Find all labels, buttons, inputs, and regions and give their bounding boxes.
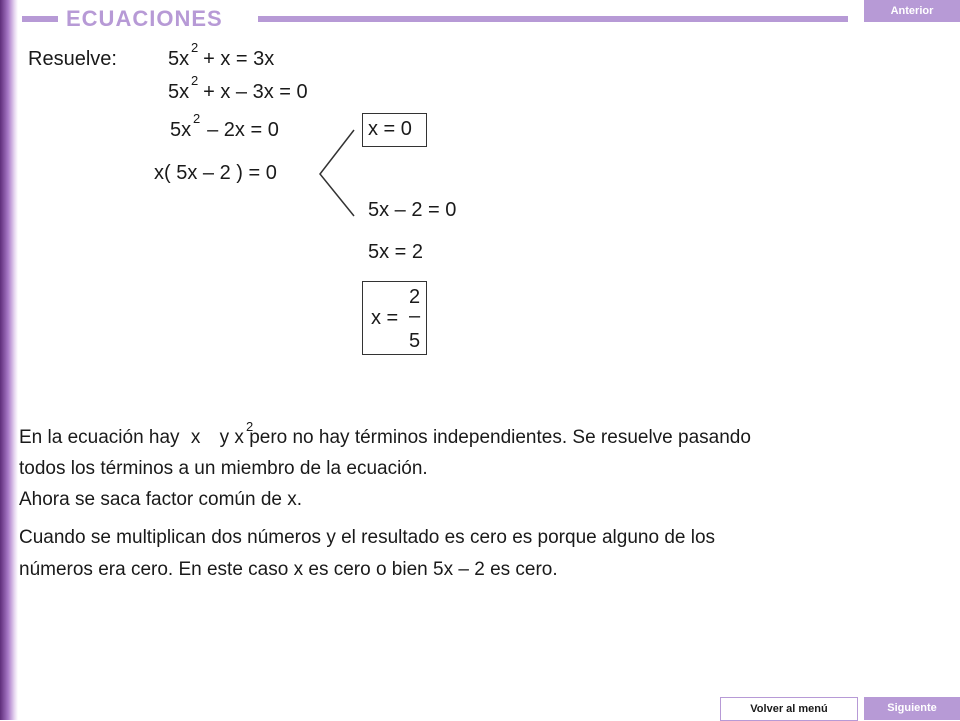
equation-original — [168, 48, 274, 71]
expl-x2: x — [190, 427, 201, 448]
prev-button[interactable]: Anterior — [864, 0, 960, 22]
expl-end: es cero. — [490, 559, 558, 580]
solution-2-lhs: x = — [371, 307, 399, 329]
expl-expr: 5x – 2 — [433, 559, 485, 580]
expl-y: y — [219, 427, 230, 448]
equation-step-2 — [168, 81, 308, 104]
header-bar-right — [258, 16, 848, 22]
eq3-term: 5x — [170, 119, 192, 141]
expl-case-x: x — [293, 559, 304, 580]
factor-close: ) = 0 — [236, 162, 277, 184]
eq2-exponent: 2 — [191, 73, 199, 88]
resuelve-label: Resuelve: — [28, 48, 117, 70]
page-title: ECUACIONES — [66, 6, 223, 31]
equation-step-5: 5x = 2 — [368, 241, 424, 263]
expl-case: números era cero. En este caso — [19, 559, 289, 580]
equation-step-3 — [170, 119, 279, 142]
solution-1: x = 0 — [368, 118, 412, 140]
explanation-line-1 — [19, 427, 751, 449]
left-gradient-bar — [0, 0, 18, 720]
factor-x: x( — [154, 162, 171, 184]
eq2-rest: + x – 3x = 0 — [203, 81, 308, 103]
explanation-line-4: Cuando se multiplican dos números y el resultado es cero es porque alguno de los — [19, 527, 716, 548]
solution-2-fraction-bar: – — [409, 305, 421, 327]
expl-intro: En la ecuación hay — [19, 427, 180, 448]
factor-minus: – — [202, 162, 215, 184]
expl-exponent: 2 — [246, 419, 254, 434]
eq3-exponent: 2 — [193, 111, 201, 126]
next-button[interactable]: Siguiente — [864, 697, 960, 720]
explanation-line-5 — [19, 559, 558, 581]
branch-lines — [316, 124, 360, 224]
factored-equation — [154, 162, 277, 185]
solution-2-numerator: 2 — [409, 286, 421, 308]
expl-rest: pero no hay términos independientes. Se resuelve pasando — [249, 427, 751, 448]
header-bar-left — [22, 16, 58, 22]
eq1-term: 5x — [168, 48, 190, 70]
eq2-term: 5x — [168, 81, 190, 103]
factor-2: 2 — [219, 162, 231, 184]
eq1-rest: + x = 3x — [203, 48, 275, 70]
expl-or: es cero o bien — [308, 559, 428, 580]
explanation-line-3: Ahora se saca factor común de x. — [19, 489, 303, 510]
eq1-exponent: 2 — [191, 40, 199, 55]
expl-x: x — [234, 427, 244, 448]
factor-5x: 5x — [176, 162, 198, 184]
equation-step-4: 5x – 2 = 0 — [368, 199, 457, 221]
explanation-line-2: todos los términos a un miembro de la ecuación. — [19, 458, 428, 479]
menu-button[interactable]: Volver al menú — [720, 697, 858, 721]
eq3-rest: – 2x = 0 — [207, 119, 279, 141]
solution-2-denominator: 5 — [409, 330, 421, 352]
